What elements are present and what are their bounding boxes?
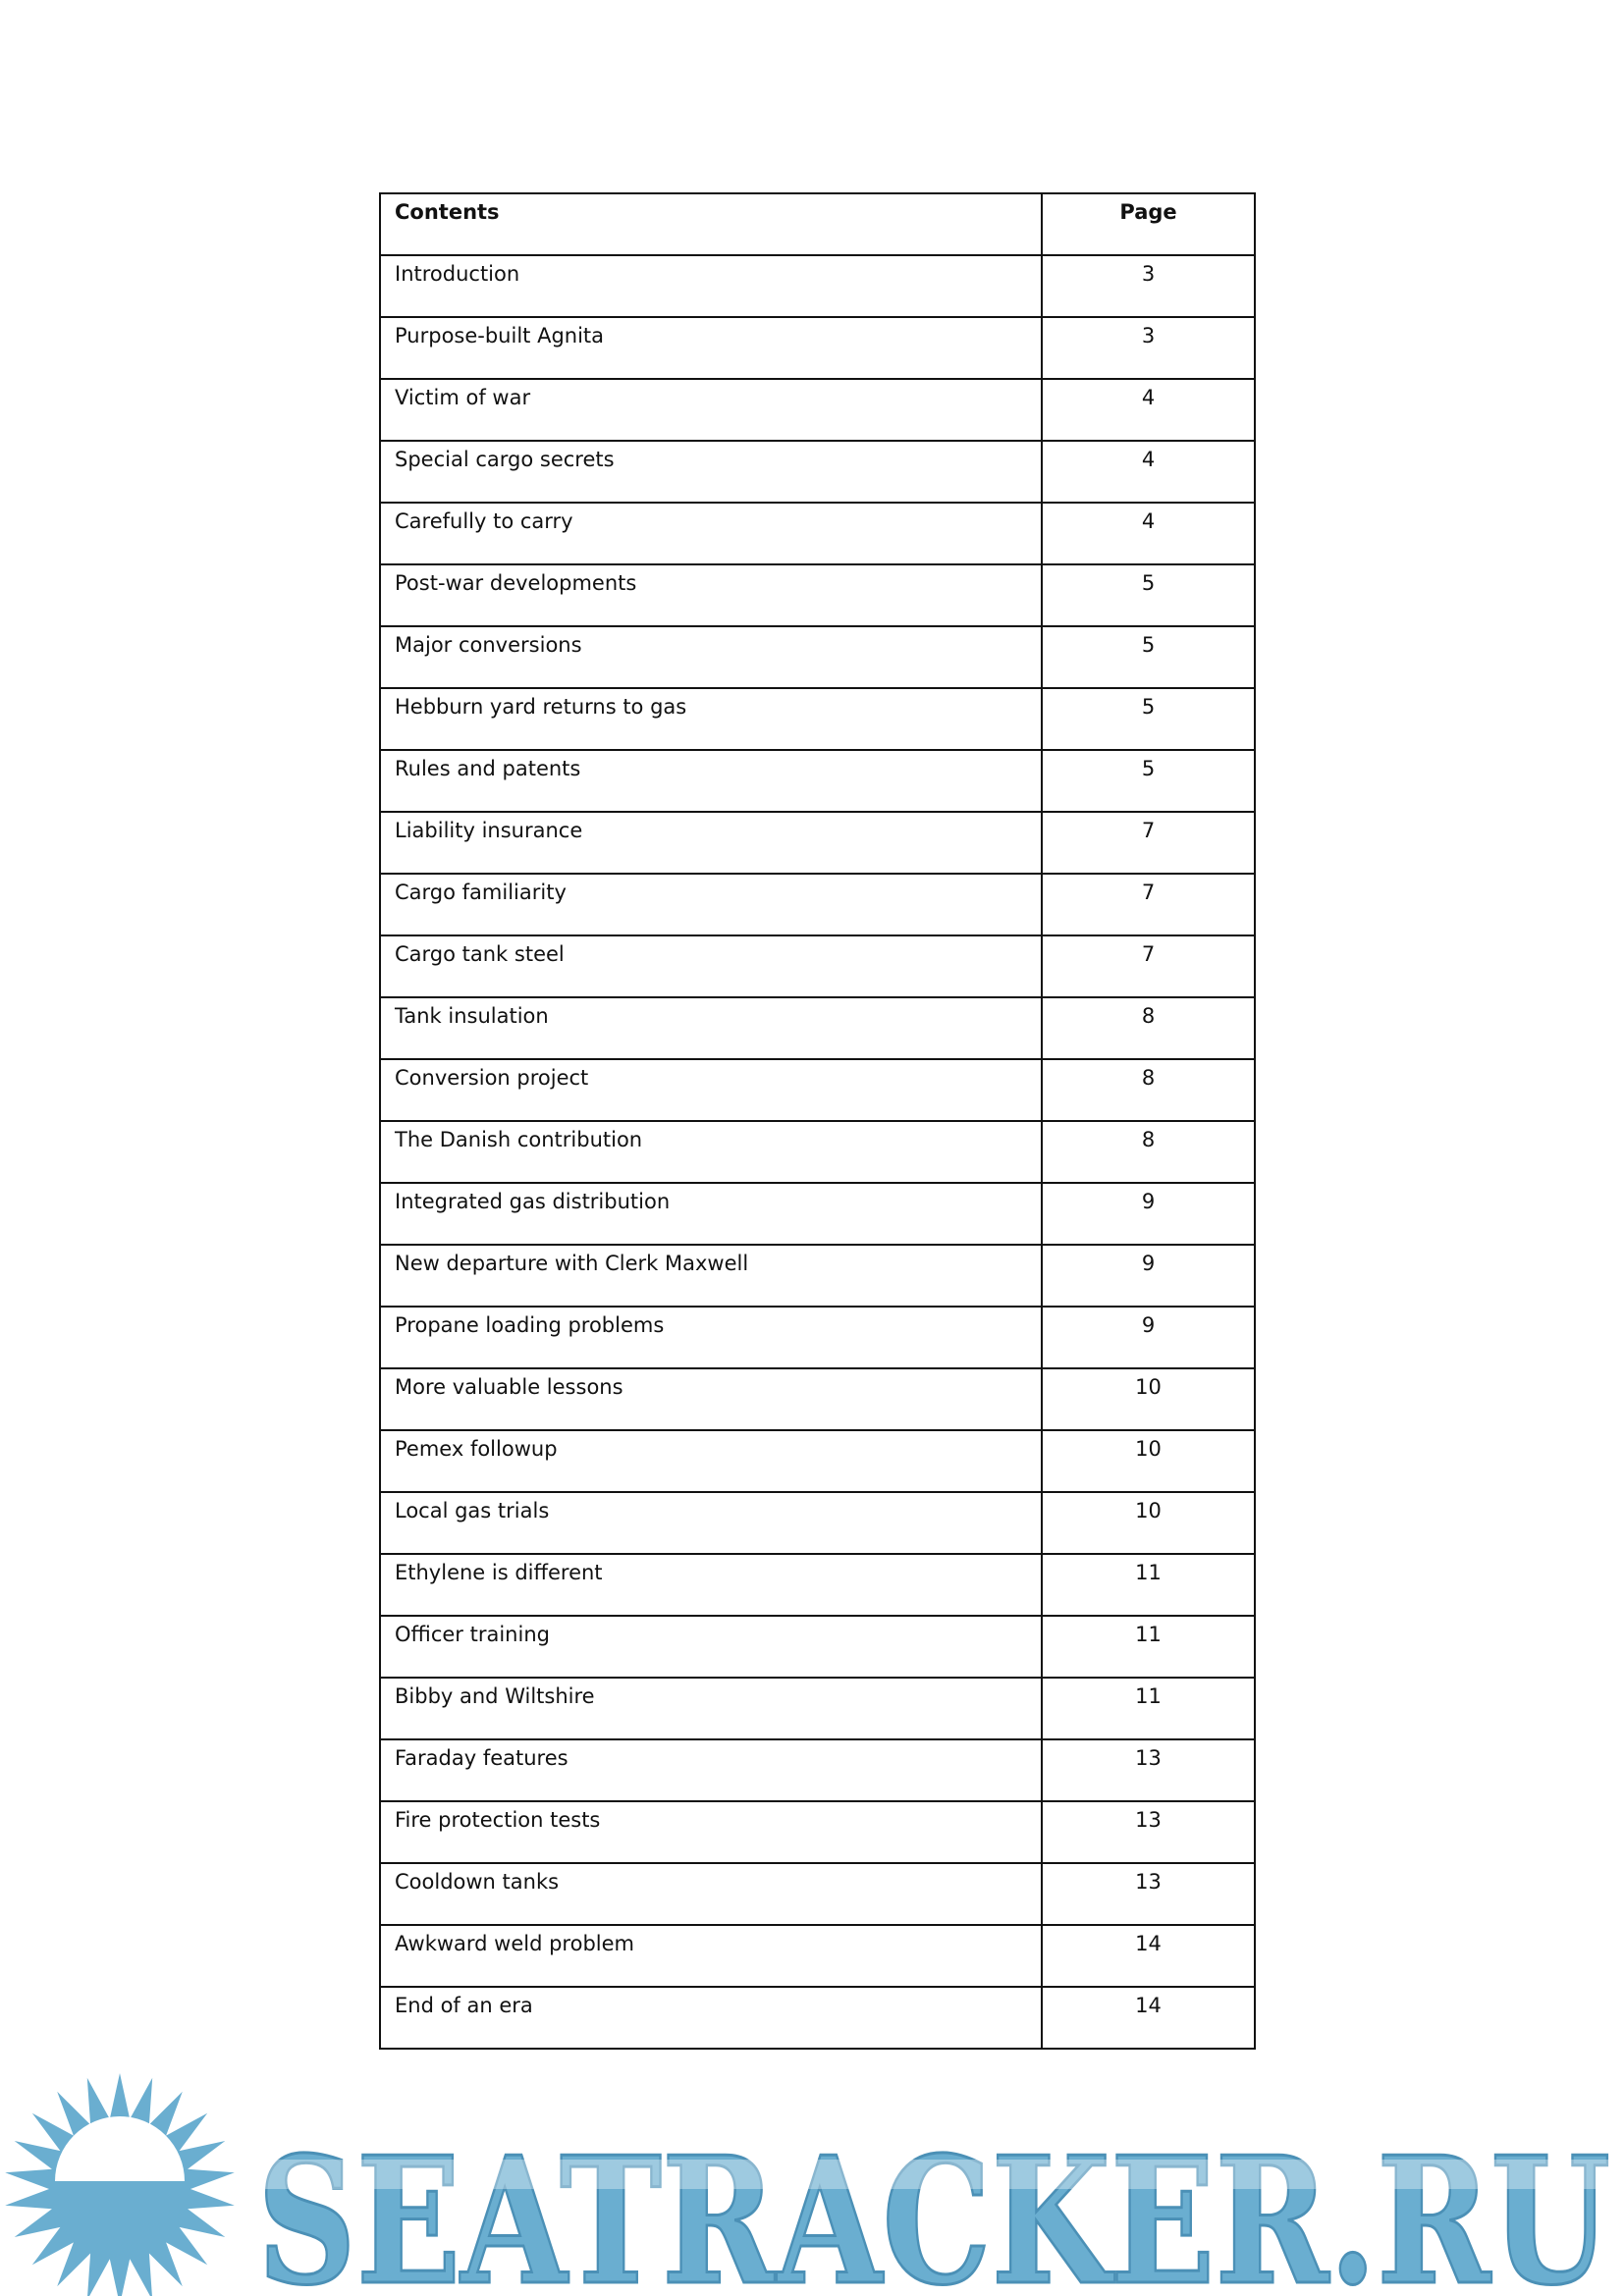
toc-entry-page: 13: [1042, 1863, 1255, 1925]
toc-entry-title: Faraday features: [380, 1739, 1042, 1801]
toc-entry-title: Purpose-built Agnita: [380, 317, 1042, 379]
toc-row: [380, 874, 1255, 935]
toc-row: [380, 688, 1255, 750]
sun-icon: [5, 2073, 235, 2296]
toc-row: [380, 503, 1255, 564]
toc-entry-page: 13: [1042, 1739, 1255, 1801]
page-header: Page: [1042, 193, 1255, 255]
toc-row: [380, 1801, 1255, 1863]
table-header-row: [380, 193, 1255, 255]
toc-entry-page: 4: [1042, 379, 1255, 441]
toc-entry-page: 7: [1042, 935, 1255, 997]
toc-entry-page: 9: [1042, 1183, 1255, 1245]
toc-entry-title: Post-war developments: [380, 564, 1042, 626]
toc-entry-page: 13: [1042, 1801, 1255, 1863]
toc-row: [380, 1121, 1255, 1183]
toc-entry-page: 3: [1042, 255, 1255, 317]
toc-entry-page: 9: [1042, 1245, 1255, 1307]
toc-row: [380, 1678, 1255, 1739]
toc-entry-title: Carefully to carry: [380, 503, 1042, 564]
toc-entry-title: Local gas trials: [380, 1492, 1042, 1554]
toc-entry-title: Integrated gas distribution: [380, 1183, 1042, 1245]
toc-entry-title: More valuable lessons: [380, 1368, 1042, 1430]
toc-row: [380, 1307, 1255, 1368]
toc-row: [380, 750, 1255, 812]
toc-entry-page: 5: [1042, 688, 1255, 750]
toc-entry-title: New departure with Clerk Maxwell: [380, 1245, 1042, 1307]
toc-entry-page: 11: [1042, 1554, 1255, 1616]
toc-entry-title: Cooldown tanks: [380, 1863, 1042, 1925]
toc-entry-title: Cargo familiarity: [380, 874, 1042, 935]
toc-entry-page: 5: [1042, 750, 1255, 812]
toc-entry-page: 11: [1042, 1678, 1255, 1739]
toc-row: [380, 1245, 1255, 1307]
toc-entry-title: Conversion project: [380, 1059, 1042, 1121]
toc-entry-page: 10: [1042, 1492, 1255, 1554]
toc-row: [380, 564, 1255, 626]
toc-entry-page: 10: [1042, 1430, 1255, 1492]
toc-entry-title: Pemex followup: [380, 1430, 1042, 1492]
toc-row: [380, 1987, 1255, 2049]
toc-entry-page: 3: [1042, 317, 1255, 379]
toc-row: [380, 1183, 1255, 1245]
toc-row: [380, 812, 1255, 874]
toc-row: [380, 317, 1255, 379]
toc-entry-page: 10: [1042, 1368, 1255, 1430]
toc-entry-page: 14: [1042, 1925, 1255, 1987]
toc-row: [380, 1554, 1255, 1616]
toc-entry-page: 7: [1042, 812, 1255, 874]
toc-entry-page: 8: [1042, 1121, 1255, 1183]
toc-row: [380, 1616, 1255, 1678]
toc-entry-title: Special cargo secrets: [380, 441, 1042, 503]
toc-row: [380, 1059, 1255, 1121]
toc-entry-title: Rules and patents: [380, 750, 1042, 812]
toc-entry-page: 11: [1042, 1616, 1255, 1678]
toc-entry-title: Introduction: [380, 255, 1042, 317]
toc-entry-page: 8: [1042, 1059, 1255, 1121]
toc-entry-title: Awkward weld problem: [380, 1925, 1042, 1987]
toc-row: [380, 1739, 1255, 1801]
toc-entry-page: 8: [1042, 997, 1255, 1059]
toc-entry-page: 4: [1042, 441, 1255, 503]
toc-row: [380, 1430, 1255, 1492]
toc-entry-title: Hebburn yard returns to gas: [380, 688, 1042, 750]
toc-entry-title: Liability insurance: [380, 812, 1042, 874]
toc-entry-page: 5: [1042, 626, 1255, 688]
contents-header: Contents: [380, 193, 1042, 255]
toc-row: [380, 441, 1255, 503]
seatracker-logo: [0, 2061, 1624, 2296]
watermark-text: SEATRACKER.RU: [257, 2118, 1610, 2296]
toc-entry-page: 5: [1042, 564, 1255, 626]
toc-entry-page: 9: [1042, 1307, 1255, 1368]
toc-entry-title: Cargo tank steel: [380, 935, 1042, 997]
toc-row: [380, 255, 1255, 317]
toc-entry-title: The Danish contribution: [380, 1121, 1042, 1183]
toc-entry-title: Officer training: [380, 1616, 1042, 1678]
toc-entry-page: 7: [1042, 874, 1255, 935]
contents-table: [379, 192, 1256, 2050]
toc-entry-page: 14: [1042, 1987, 1255, 2049]
toc-entry-title: Bibby and Wiltshire: [380, 1678, 1042, 1739]
toc-row: [380, 1863, 1255, 1925]
toc-row: [380, 379, 1255, 441]
toc-entry-title: Major conversions: [380, 626, 1042, 688]
toc-entry-title: Tank insulation: [380, 997, 1042, 1059]
toc-entry-title: Ethylene is different: [380, 1554, 1042, 1616]
toc-row: [380, 626, 1255, 688]
toc-row: [380, 1368, 1255, 1430]
toc-row: [380, 935, 1255, 997]
toc-row: [380, 1925, 1255, 1987]
toc-entry-title: Propane loading problems: [380, 1307, 1042, 1368]
toc-entry-title: Victim of war: [380, 379, 1042, 441]
toc-row: [380, 1492, 1255, 1554]
toc-entry-title: Fire protection tests: [380, 1801, 1042, 1863]
toc-row: [380, 997, 1255, 1059]
toc-entry-title: End of an era: [380, 1987, 1042, 2049]
toc-entry-page: 4: [1042, 503, 1255, 564]
